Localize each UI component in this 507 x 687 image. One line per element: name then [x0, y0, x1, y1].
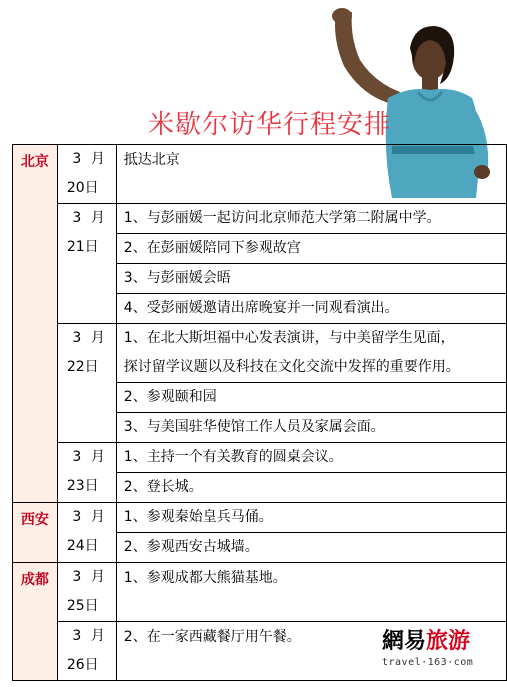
activity-cell: 4、受彭丽媛邀请出席晚宴并一同观看演出。: [116, 294, 506, 324]
date-0326: 3 月 26日: [57, 622, 116, 681]
activity-cell: 1、参观成都大熊猫基地。: [116, 563, 506, 622]
date-0321: 3 月 21日: [57, 204, 116, 324]
date-0322: 3 月 22日: [57, 324, 116, 443]
activity-cell: 1、主持一个有关教育的圆桌会议。: [116, 443, 506, 473]
table-row: [13, 204, 507, 234]
table-row: [13, 145, 507, 204]
activity-cell: 3、与美国驻华使馆工作人员及家属会面。: [116, 413, 506, 443]
table-row: [13, 563, 507, 622]
activity-cell: 1、与彭丽媛一起访问北京师范大学第二附属中学。: [116, 204, 506, 234]
city-xian: 西安: [13, 503, 58, 563]
table-row: [13, 443, 507, 473]
date-0324: 3 月 24日: [57, 503, 116, 563]
activity-cell: 2、参观西安古城墙。: [116, 533, 506, 563]
activity-cell: 3、与彭丽媛会晤: [116, 264, 506, 294]
city-beijing: 北京: [13, 145, 58, 503]
netease-travel-logo: [382, 624, 492, 674]
itinerary-table: [12, 144, 507, 681]
activity-cell: 2、参观颐和园: [116, 383, 506, 413]
activity-cell: 2、在一家西藏餐厅用午餐。: [116, 622, 506, 681]
activity-cell: 2、登长城。: [116, 473, 506, 503]
activity-cell: 抵达北京: [116, 145, 506, 204]
city-chengdu: 成都: [13, 563, 58, 681]
activity-cell: 1、在北大斯坦福中心发表演讲，与中美留学生见面， 探讨留学议题以及科技在文化交流中发挥的重要作用。: [116, 324, 506, 383]
activity-cell: 1、参观秦始皇兵马俑。: [116, 503, 506, 533]
logo-name-a: 網易: [382, 628, 427, 654]
page-title: 米歇尔访华行程安排: [148, 110, 392, 140]
date-0323: 3 月 23日: [57, 443, 116, 503]
activity-cell: 2、在彭丽媛陪同下参观故宫: [116, 234, 506, 264]
table-row: [13, 503, 507, 533]
date-0320: 3 月 20日: [57, 145, 116, 204]
date-0325: 3 月 25日: [57, 563, 116, 622]
logo-name-b: 旅游: [426, 628, 471, 654]
logo-url: travel·163·com: [382, 657, 474, 668]
table-row: [13, 324, 507, 383]
